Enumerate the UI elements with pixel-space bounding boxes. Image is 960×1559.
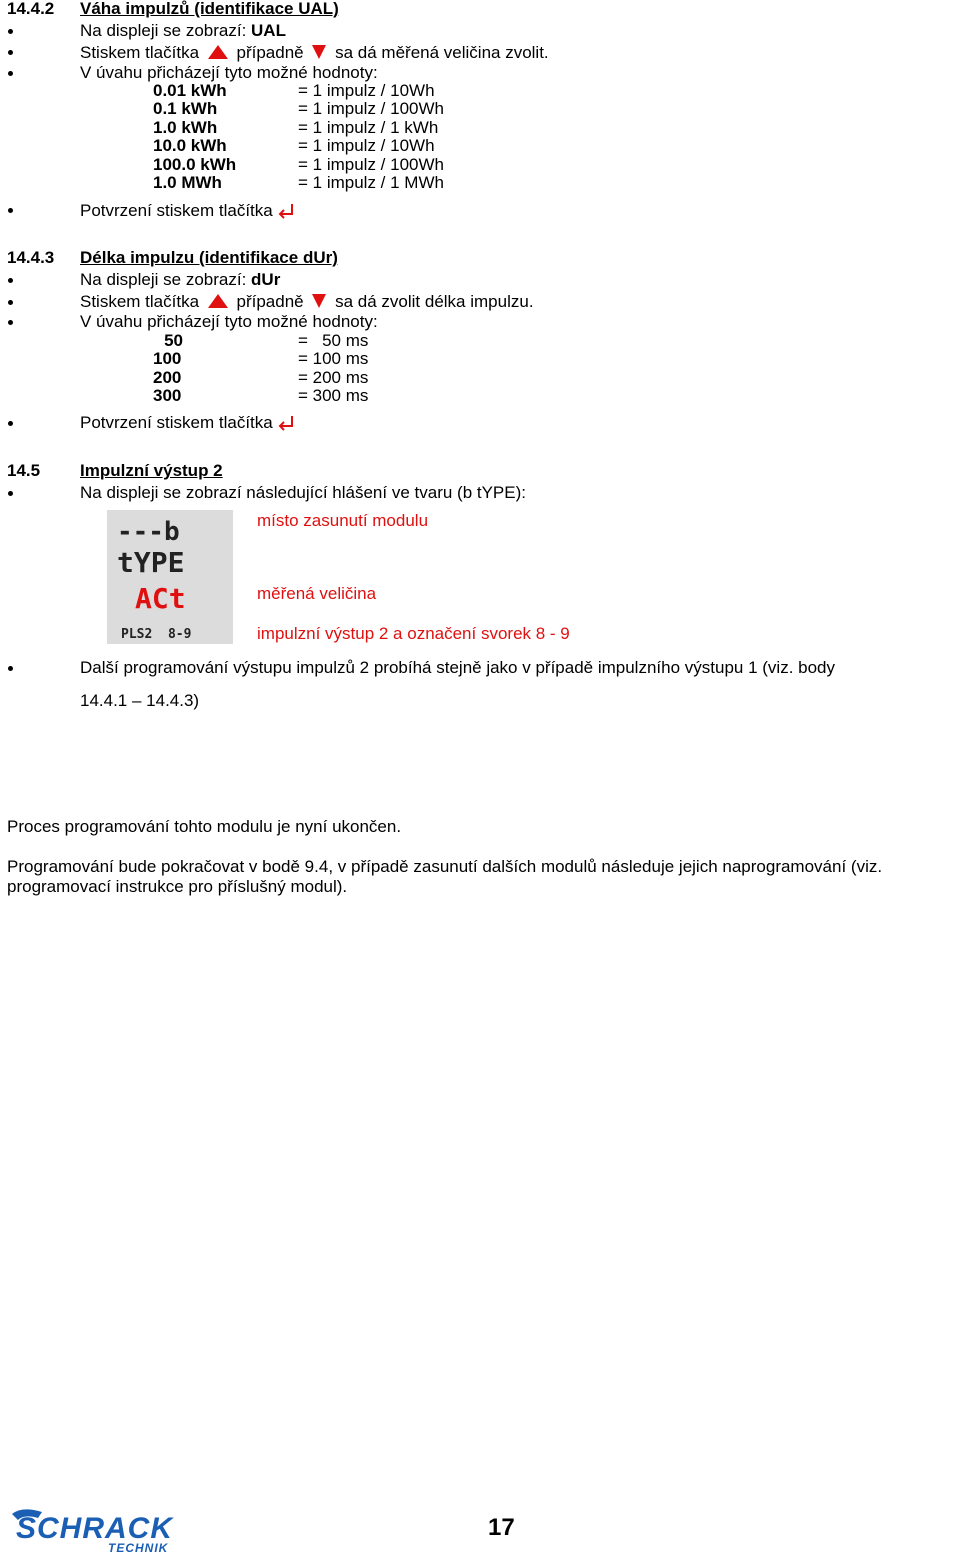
press-text-a: Stiskem tlačítka	[80, 292, 200, 311]
display-line: Na displeji se zobrazí následující hlášení ve tvaru (b tYPE):	[80, 483, 526, 502]
press-text-b: sa dá zvolit délka impulzu.	[335, 292, 534, 311]
lcd-line-2: tYPE	[117, 546, 185, 579]
value-key: 50	[164, 331, 183, 350]
enter-icon	[277, 415, 295, 431]
lcd-line-1: ---b	[117, 517, 180, 547]
values-intro: V úvahu přicházejí tyto možné hodnoty:	[80, 63, 378, 82]
closing-paragraph: Proces programování tohto modulu je nyní ukončen.	[7, 817, 402, 836]
arrow-down-icon	[312, 45, 326, 59]
bullet-icon	[8, 278, 13, 283]
closing-paragraph-line-2: programovací instrukce pro příslušný modul).	[7, 877, 348, 896]
display-line	[80, 21, 286, 41]
bullet-icon	[8, 208, 13, 213]
value-desc: = 1 impulz / 100Wh	[298, 99, 444, 118]
press-text-b: sa dá měřená veličina zvolit.	[335, 43, 549, 62]
further-line-1: Další programování výstupu impulzů 2 probíhá stejně jako v případě impulzního výstupu 1 (viz. body	[80, 658, 836, 677]
bullet-icon	[8, 29, 13, 34]
bullet-icon	[8, 71, 13, 76]
bullet-icon	[8, 421, 13, 426]
lcd-label: impulzní výstup 2 a označení svorek 8 - 9	[257, 624, 570, 643]
lcd-line-4: PLS2 8-9	[121, 627, 192, 642]
confirm-line	[80, 201, 295, 221]
page-number: 17	[488, 1514, 515, 1541]
display-prefix: Na displeji se zobrazí:	[80, 270, 252, 289]
further-line-2: 14.4.1 – 14.4.3)	[80, 691, 200, 710]
value-desc: = 1 impulz / 1 MWh	[298, 173, 444, 192]
bullet-icon	[8, 320, 13, 325]
press-text-or: případně	[236, 43, 304, 62]
value-desc: = 300 ms	[298, 386, 369, 405]
lcd-label: měřená veličina	[257, 584, 377, 603]
press-line	[80, 43, 549, 63]
value-key: 0.01 kWh	[153, 81, 227, 100]
value-desc: = 1 impulz / 100Wh	[298, 155, 444, 174]
value-key: 10.0 kWh	[153, 136, 227, 155]
schrack-logo	[8, 1508, 198, 1554]
confirm-text: Potvrzení stiskem tlačítka	[80, 201, 273, 220]
bullet-icon	[8, 666, 13, 671]
enter-icon	[277, 203, 295, 219]
confirm-text: Potvrzení stiskem tlačítka	[80, 413, 273, 432]
value-key: 1.0 MWh	[153, 173, 222, 192]
section-title: Váha impulzů (identifikace UAL)	[80, 0, 339, 18]
press-line	[80, 292, 534, 312]
value-desc: = 1 impulz / 10Wh	[298, 81, 435, 100]
press-text-or: případně	[236, 292, 304, 311]
value-key: 0.1 kWh	[153, 99, 218, 118]
logo-main-text: SCHRACK	[16, 1512, 173, 1545]
value-key: 1.0 kWh	[153, 118, 218, 137]
display-code: UAL	[251, 21, 286, 40]
section-number: 14.4.3	[7, 248, 55, 267]
press-text-a: Stiskem tlačítka	[80, 43, 200, 62]
value-key: 100.0 kWh	[153, 155, 237, 174]
logo-sub-text: TECHNIK	[108, 1541, 169, 1554]
value-desc: = 100 ms	[298, 349, 369, 368]
section-number: 14.5	[7, 461, 41, 480]
value-desc: = 1 impulz / 10Wh	[298, 136, 435, 155]
confirm-line	[80, 413, 295, 433]
section-title: Impulzní výstup 2	[80, 461, 223, 480]
value-desc: = 1 impulz / 1 kWh	[298, 118, 439, 137]
lcd-label: místo zasunutí modulu	[257, 511, 429, 530]
value-desc: = 50 ms	[298, 331, 369, 350]
display-line	[80, 270, 280, 290]
display-code: dUr	[251, 270, 281, 289]
value-key: 100	[153, 349, 182, 368]
arrow-up-icon	[208, 294, 228, 308]
closing-paragraph-line-1: Programování bude pokračovat v bodě 9.4, v případě zasunutí dalších modulů následuje jejich naprogramování (viz.	[7, 857, 883, 876]
section-title: Délka impulzu (identifikace dUr)	[80, 248, 338, 267]
arrow-up-icon	[208, 45, 228, 59]
value-key: 200	[153, 368, 182, 387]
section-number: 14.4.2	[7, 0, 55, 18]
lcd-line-3: ACt	[135, 582, 186, 615]
values-intro: V úvahu přicházejí tyto možné hodnoty:	[80, 312, 378, 331]
value-desc: = 200 ms	[298, 368, 369, 387]
bullet-icon	[8, 50, 13, 55]
bullet-icon	[8, 300, 13, 305]
value-key: 300	[153, 386, 182, 405]
arrow-down-icon	[312, 294, 326, 308]
bullet-icon	[8, 491, 13, 496]
display-prefix: Na displeji se zobrazí:	[80, 21, 252, 40]
lcd-display-image	[107, 510, 233, 644]
